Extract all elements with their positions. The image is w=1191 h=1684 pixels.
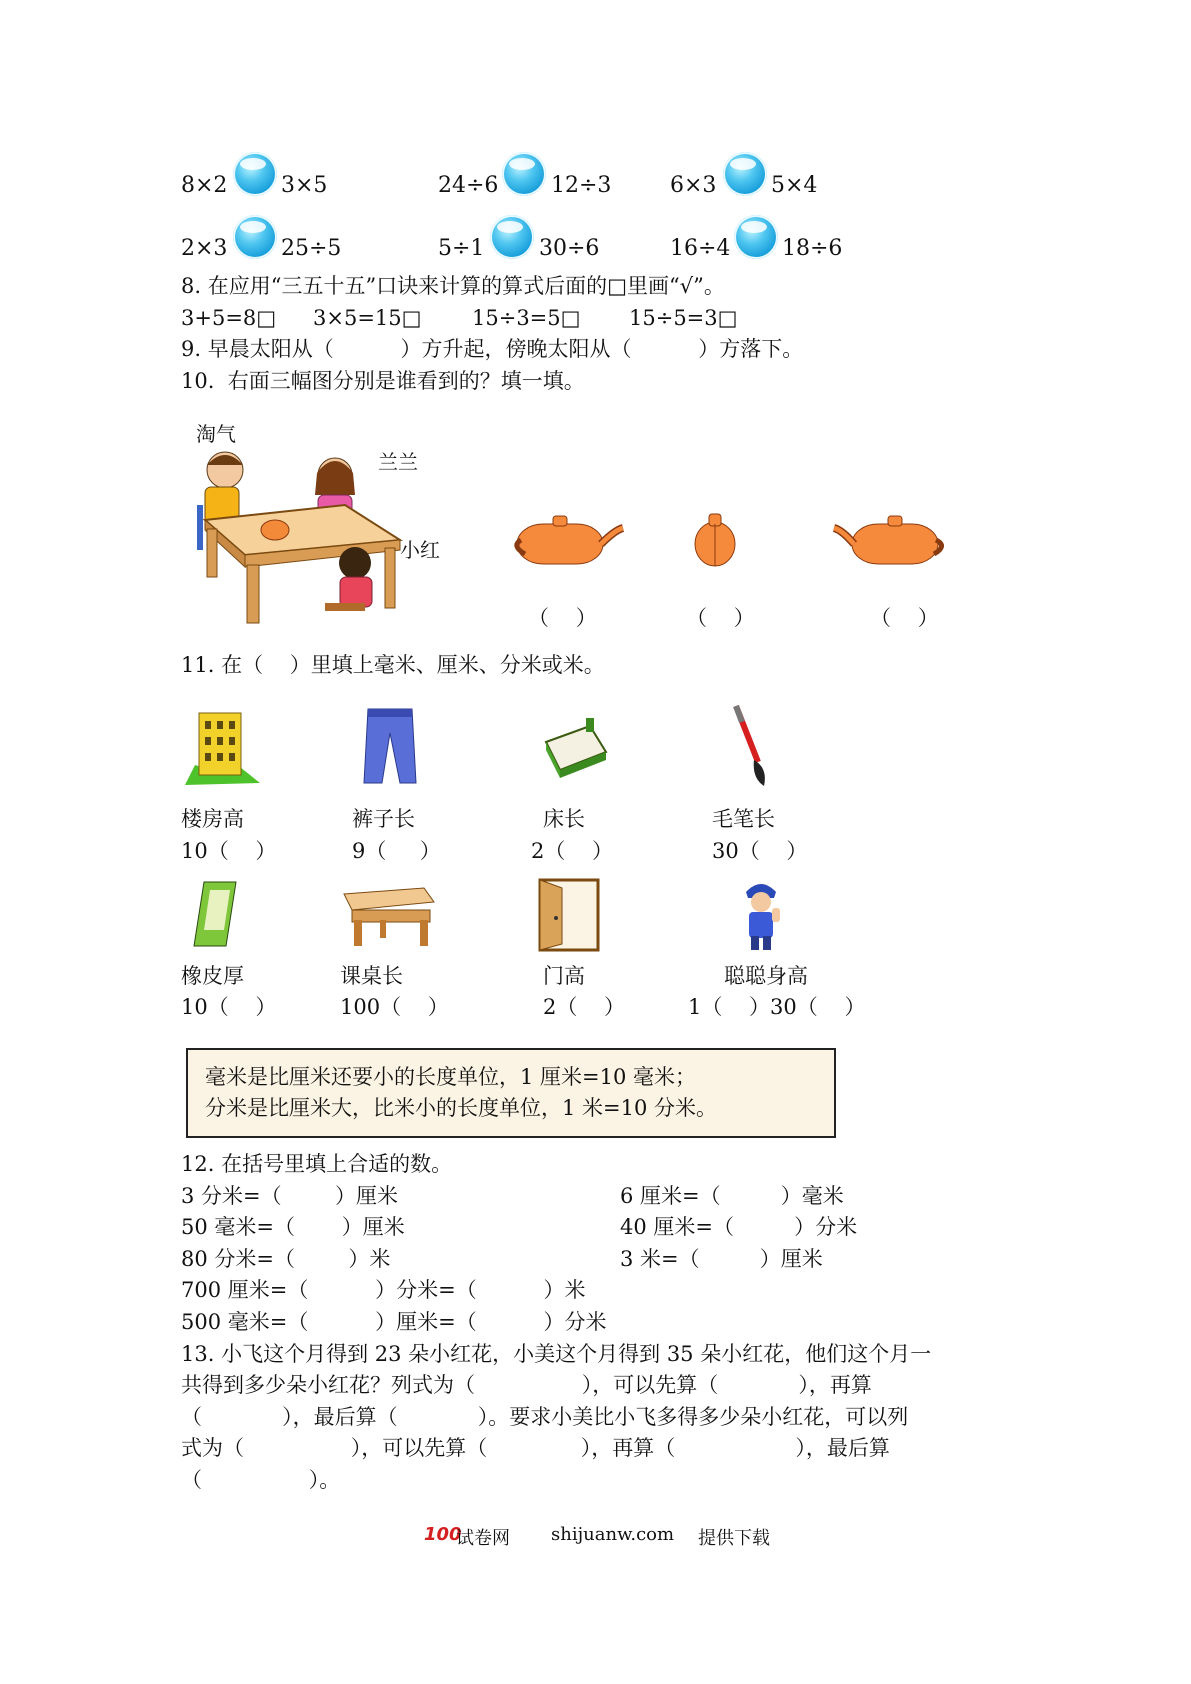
compare-right: 12÷3 [551,173,612,198]
compare-bubble[interactable] [490,215,534,259]
q12-item[interactable]: 80 分米=（ ）米 [181,1247,391,1271]
teapot-side-view [515,510,625,570]
compare-bubble[interactable] [233,152,277,196]
boy-congcong-icon [736,876,786,952]
footer-site-name: 试卷网 [456,1528,510,1549]
item-label: 橡皮厚 [181,964,244,988]
bed-icon [540,712,610,782]
item-label: 楼房高 [181,807,244,831]
pants-icon [360,705,420,785]
brush-icon [728,702,778,788]
footer-logo: 100 [424,1524,462,1545]
name-label-taoqi: 淘气 [196,422,236,446]
door-icon [536,876,602,952]
q12-item[interactable]: 6 厘米=（ ）毫米 [620,1184,844,1208]
building-icon [185,705,260,785]
q10-answer-blank[interactable]: （ ） [528,606,597,630]
q10-answer-blank[interactable]: （ ） [870,606,939,630]
name-label-lanlan: 兰兰 [378,450,418,474]
compare-left: 16÷4 [670,236,731,261]
question-8: 8. 在应用“三五十五”口诀来计算的算式后面的□里画“√”。 [181,274,725,298]
item-label: 床长 [543,807,585,831]
item-label: 门高 [543,964,585,988]
compare-bubble[interactable] [502,152,546,196]
compare-right: 5×4 [771,173,818,198]
compare-bubble[interactable] [233,215,277,259]
teapot-front-view [690,510,740,570]
compare-right: 25÷5 [281,236,342,261]
q8-item[interactable]: 3+5=8□ [181,306,277,330]
item-label: 毛笔长 [712,807,775,831]
question-13-line: （ ）。 [181,1468,341,1492]
q10-answer-blank[interactable]: （ ） [686,606,755,630]
footer-domain-link[interactable]: shijuanw.com [551,1524,675,1545]
compare-bubble[interactable] [734,215,778,259]
compare-right: 30÷6 [539,236,600,261]
compare-bubble[interactable] [723,152,767,196]
eraser-icon [190,880,240,948]
footer-tail: 提供下载 [698,1528,770,1549]
item-label: 聪聪身高 [724,964,808,988]
q8-item[interactable]: 3×5=15□ [313,306,422,330]
item-answer[interactable]: 1（ ）30（ ） [688,995,866,1019]
question-11: 11. 在（ ）里填上毫米、厘米、分米或米。 [181,653,605,677]
item-answer[interactable]: 2（ ） [531,839,614,863]
q12-item[interactable]: 3 分米=（ ）厘米 [181,1184,399,1208]
question-13-line: 式为（ ），可以先算（ ），再算（ ），最后算 [181,1436,890,1460]
q12-item[interactable]: 700 厘米=（ ）分米=（ ）米 [181,1278,586,1302]
item-answer[interactable]: 9（ ） [352,839,441,863]
question-9: 9. 早晨太阳从（ ）方升起，傍晚太阳从（ ）方落下。 [181,337,804,361]
question-10: 10. 右面三幅图分别是谁看到的？填一填。 [181,369,585,393]
compare-left: 6×3 [670,173,717,198]
q12-item[interactable]: 3 米=（ ）厘米 [620,1247,823,1271]
item-answer[interactable]: 10（ ） [181,839,277,863]
table-scene-illustration [185,445,405,625]
teapot-side-view-mirrored [838,510,948,570]
question-13-line: （ ），最后算（ ）。要求小美比小飞多得多少朵小红花，可以列 [181,1405,909,1429]
compare-right: 18÷6 [782,236,843,261]
item-answer[interactable]: 2（ ） [543,995,626,1019]
item-answer[interactable]: 10（ ） [181,995,277,1019]
name-label-xiaohong: 小红 [400,538,440,562]
note-line-2: 分米是比厘米大，比米小的长度单位，1 米=10 分米。 [205,1096,718,1120]
q8-item[interactable]: 15÷5=3□ [629,306,738,330]
compare-left: 2×3 [181,236,228,261]
item-answer[interactable]: 30（ ） [712,839,808,863]
q8-item[interactable]: 15÷3=5□ [472,306,581,330]
item-answer[interactable]: 100（ ） [340,995,449,1019]
question-13-line: 共得到多少朵小红花？列式为（ ），可以先算（ ），再算 [181,1373,872,1397]
question-12: 12. 在括号里填上合适的数。 [181,1152,453,1176]
desk-icon [340,884,435,946]
q12-item[interactable]: 500 毫米=（ ）厘米=（ ）分米 [181,1310,607,1334]
compare-left: 8×2 [181,173,228,198]
compare-left: 5÷1 [438,236,485,261]
question-13-line: 13. 小飞这个月得到 23 朵小红花，小美这个月得到 35 朵小红花，他们这个月一 [181,1342,932,1366]
compare-left: 24÷6 [438,173,499,198]
compare-right: 3×5 [281,173,328,198]
q12-item[interactable]: 40 厘米=（ ）分米 [620,1215,858,1239]
note-line-1: 毫米是比厘米还要小的长度单位，1 厘米=10 毫米； [205,1065,697,1089]
item-label: 课桌长 [340,964,403,988]
info-note-box [186,1048,836,1138]
item-label: 裤子长 [352,807,415,831]
q12-item[interactable]: 50 毫米=（ ）厘米 [181,1215,405,1239]
